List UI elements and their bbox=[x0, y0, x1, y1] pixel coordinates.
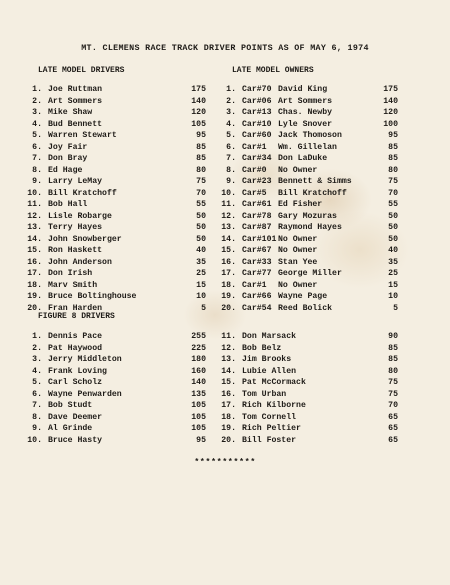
points-value: 105 bbox=[191, 424, 206, 433]
points-value: 95 bbox=[196, 131, 206, 140]
points-value: 50 bbox=[196, 234, 206, 244]
driver-row bbox=[24, 257, 206, 269]
figure8-row bbox=[218, 389, 398, 401]
points-value: 135 bbox=[191, 389, 206, 399]
driver-name: Wayne Penwarden bbox=[48, 389, 122, 399]
points-value: 225 bbox=[191, 343, 206, 353]
rank-number: 18. bbox=[221, 412, 236, 422]
owner-row bbox=[218, 165, 398, 177]
driver-row bbox=[24, 130, 206, 142]
points-value: 55 bbox=[388, 200, 398, 209]
figure8-row bbox=[24, 389, 206, 401]
points-value: 10 bbox=[196, 292, 206, 301]
rank-number: 3. bbox=[32, 355, 42, 364]
points-value: 175 bbox=[383, 85, 398, 94]
driver-name: Terry Hayes bbox=[48, 223, 103, 232]
car-number: Car#0 bbox=[242, 165, 267, 175]
figure8-row bbox=[218, 423, 398, 435]
rank-number: 16. bbox=[221, 257, 236, 267]
car-number: Car#87 bbox=[242, 223, 272, 232]
points-value: 35 bbox=[196, 257, 206, 267]
driver-name: Tom Urban bbox=[242, 389, 287, 399]
rank-number: 16. bbox=[27, 257, 42, 267]
driver-name: Bud Bennett bbox=[48, 119, 103, 129]
car-number: Car#34 bbox=[242, 154, 272, 163]
points-value: 85 bbox=[388, 154, 398, 163]
points-value: 5 bbox=[393, 303, 398, 313]
driver-name: Lubie Allen bbox=[242, 366, 297, 376]
rank-number: 8. bbox=[226, 165, 236, 175]
points-value: 95 bbox=[388, 131, 398, 140]
car-number: Car#66 bbox=[242, 292, 272, 301]
owner-row bbox=[218, 176, 398, 188]
car-number: Car#67 bbox=[242, 246, 272, 255]
car-number: Car#61 bbox=[242, 200, 272, 209]
rank-number: 1. bbox=[32, 332, 42, 341]
points-value: 80 bbox=[388, 366, 398, 376]
driver-name: Al Grinde bbox=[48, 424, 93, 433]
driver-row bbox=[24, 142, 206, 154]
points-value: 65 bbox=[388, 412, 398, 422]
driver-name: Ron Haskett bbox=[48, 246, 103, 255]
rank-number: 3. bbox=[226, 108, 236, 117]
driver-row bbox=[24, 222, 206, 234]
driver-row bbox=[24, 211, 206, 223]
points-value: 50 bbox=[388, 211, 398, 221]
rank-number: 14. bbox=[27, 234, 42, 244]
figure8-row bbox=[218, 435, 398, 447]
points-value: 75 bbox=[196, 177, 206, 186]
driver-name: Bill Foster bbox=[242, 435, 297, 445]
figure8-row bbox=[218, 354, 398, 366]
driver-name: Pat McCormack bbox=[242, 378, 306, 387]
driver-row bbox=[24, 176, 206, 188]
points-value: 90 bbox=[388, 332, 398, 341]
rank-number: 5. bbox=[32, 378, 42, 387]
owner-name: No Owner bbox=[278, 280, 318, 290]
car-number: Car#70 bbox=[242, 85, 272, 94]
rank-number: 17. bbox=[221, 401, 236, 410]
owner-name: David King bbox=[278, 85, 328, 94]
owner-name: Raymond Hayes bbox=[278, 223, 342, 232]
figure8-row bbox=[24, 354, 206, 366]
rank-number: 17. bbox=[221, 269, 236, 278]
driver-row bbox=[24, 153, 206, 165]
rank-number: 20. bbox=[221, 435, 236, 445]
rank-number: 6. bbox=[226, 142, 236, 152]
owner-name: No Owner bbox=[278, 165, 318, 175]
owner-name: Bill Kratchoff bbox=[278, 188, 347, 198]
rank-number: 3. bbox=[32, 108, 42, 117]
points-value: 85 bbox=[388, 355, 398, 364]
figure8-row bbox=[24, 435, 206, 447]
late-model-drivers-heading: LATE MODEL DRIVERS bbox=[38, 66, 125, 75]
car-number: Car#60 bbox=[242, 131, 272, 140]
driver-row bbox=[24, 165, 206, 177]
owner-name: Ed Fisher bbox=[278, 200, 323, 209]
owner-name: Art Sommers bbox=[278, 96, 333, 106]
car-number: Car#5 bbox=[242, 188, 267, 198]
owner-name: Lyle Snover bbox=[278, 119, 333, 129]
points-value: 70 bbox=[388, 401, 398, 410]
owner-row bbox=[218, 268, 398, 280]
rank-number: 7. bbox=[226, 154, 236, 163]
rank-number: 11. bbox=[221, 200, 236, 209]
rank-number: 18. bbox=[27, 280, 42, 290]
rank-number: 6. bbox=[32, 389, 42, 399]
car-number: Car#1 bbox=[242, 142, 267, 152]
points-value: 5 bbox=[201, 303, 206, 313]
figure8-row bbox=[24, 366, 206, 378]
rank-number: 4. bbox=[32, 119, 42, 129]
driver-name: Joe Ruttman bbox=[48, 85, 103, 94]
points-value: 85 bbox=[388, 142, 398, 152]
points-value: 10 bbox=[388, 292, 398, 301]
rank-number: 15. bbox=[221, 246, 236, 255]
car-number: Car#33 bbox=[242, 257, 272, 267]
figure8-row bbox=[218, 412, 398, 424]
owner-row bbox=[218, 245, 398, 257]
rank-number: 13. bbox=[221, 355, 236, 364]
rank-number: 5. bbox=[226, 131, 236, 140]
driver-name: Larry LeMay bbox=[48, 177, 103, 186]
rank-number: 10. bbox=[27, 188, 42, 198]
rank-number: 17. bbox=[27, 269, 42, 278]
rank-number: 16. bbox=[221, 389, 236, 399]
driver-name: Don Marsack bbox=[242, 332, 297, 341]
owner-row bbox=[218, 119, 398, 131]
rank-number: 20. bbox=[221, 303, 236, 313]
rank-number: 8. bbox=[32, 412, 42, 422]
driver-row bbox=[24, 119, 206, 131]
car-number: Car#1 bbox=[242, 280, 267, 290]
points-value: 180 bbox=[191, 355, 206, 364]
points-value: 15 bbox=[196, 280, 206, 290]
rank-number: 11. bbox=[221, 332, 236, 341]
owner-name: Wayne Page bbox=[278, 292, 328, 301]
figure8-row bbox=[218, 331, 398, 343]
late-model-owners-heading: LATE MODEL OWNERS bbox=[232, 66, 314, 75]
rank-number: 15. bbox=[221, 378, 236, 387]
points-value: 85 bbox=[196, 142, 206, 152]
figure8-row bbox=[24, 377, 206, 389]
points-value: 65 bbox=[388, 424, 398, 433]
driver-name: Frank Loving bbox=[48, 366, 107, 376]
points-value: 140 bbox=[191, 378, 206, 387]
driver-name: Jim Brooks bbox=[242, 355, 292, 364]
owner-row bbox=[218, 199, 398, 211]
rank-number: 10. bbox=[221, 188, 236, 198]
points-value: 50 bbox=[196, 223, 206, 232]
rank-number: 19. bbox=[221, 292, 236, 301]
owner-name: Wm. Gillelan bbox=[278, 142, 337, 152]
figure8-drivers-list-left bbox=[24, 331, 206, 446]
rank-number: 11. bbox=[27, 200, 42, 209]
points-value: 50 bbox=[388, 234, 398, 244]
rank-number: 14. bbox=[221, 366, 236, 376]
rank-number: 12. bbox=[221, 343, 236, 353]
rank-number: 5. bbox=[32, 131, 42, 140]
driver-name: Warren Stewart bbox=[48, 131, 117, 140]
points-value: 15 bbox=[388, 280, 398, 290]
owner-name: Stan Yee bbox=[278, 257, 318, 267]
rank-number: 4. bbox=[32, 366, 42, 376]
figure8-row bbox=[218, 400, 398, 412]
points-value: 50 bbox=[196, 211, 206, 221]
driver-row bbox=[24, 291, 206, 303]
driver-name: Don Irish bbox=[48, 269, 93, 278]
driver-name: Joy Fair bbox=[48, 142, 88, 152]
driver-name: Marv Smith bbox=[48, 280, 98, 290]
driver-name: Bill Kratchoff bbox=[48, 188, 117, 198]
driver-name: Jerry Middleton bbox=[48, 355, 122, 364]
car-number: Car#06 bbox=[242, 96, 272, 106]
car-number: Car#78 bbox=[242, 211, 272, 221]
points-value: 140 bbox=[383, 96, 398, 106]
points-value: 140 bbox=[191, 96, 206, 106]
owner-row bbox=[218, 142, 398, 154]
driver-row bbox=[24, 280, 206, 292]
owner-name: Gary Mozuras bbox=[278, 211, 337, 221]
owner-row bbox=[218, 211, 398, 223]
driver-name: Bob Studt bbox=[48, 401, 93, 410]
owner-name: Bennett & Simms bbox=[278, 177, 352, 186]
rank-number: 6. bbox=[32, 142, 42, 152]
points-value: 100 bbox=[383, 119, 398, 129]
points-value: 70 bbox=[388, 188, 398, 198]
rank-number: 7. bbox=[32, 154, 42, 163]
figure8-row bbox=[218, 366, 398, 378]
driver-name: John Snowberger bbox=[48, 234, 122, 244]
page-title: MT. CLEMENS RACE TRACK DRIVER POINTS AS OF MAY 6, 1974 bbox=[81, 43, 369, 53]
points-value: 105 bbox=[191, 401, 206, 410]
points-value: 120 bbox=[383, 108, 398, 117]
figure8-drivers-heading: FIGURE 8 DRIVERS bbox=[38, 312, 115, 321]
owner-name: Reed Bolick bbox=[278, 303, 333, 313]
points-value: 80 bbox=[388, 165, 398, 175]
points-value: 85 bbox=[196, 154, 206, 163]
car-number: Car#13 bbox=[242, 108, 272, 117]
car-number: Car#101 bbox=[242, 234, 277, 244]
points-value: 75 bbox=[388, 177, 398, 186]
rank-number: 2. bbox=[32, 343, 42, 353]
driver-row bbox=[24, 188, 206, 200]
owner-row bbox=[218, 280, 398, 292]
driver-row bbox=[24, 107, 206, 119]
owner-row bbox=[218, 257, 398, 269]
driver-name: Art Sommers bbox=[48, 96, 103, 106]
owner-row bbox=[218, 303, 398, 315]
points-value: 55 bbox=[196, 200, 206, 209]
driver-name: Carl Scholz bbox=[48, 378, 103, 387]
rank-number: 12. bbox=[27, 211, 42, 221]
driver-name: Dave Deemer bbox=[48, 412, 103, 422]
points-value: 65 bbox=[388, 435, 398, 445]
driver-name: Rich Kilborne bbox=[242, 401, 306, 410]
driver-row bbox=[24, 96, 206, 108]
points-value: 85 bbox=[388, 343, 398, 353]
driver-row bbox=[24, 84, 206, 96]
owner-row bbox=[218, 130, 398, 142]
figure8-row bbox=[218, 377, 398, 389]
rank-number: 2. bbox=[226, 96, 236, 106]
driver-name: John Anderson bbox=[48, 257, 112, 267]
points-value: 25 bbox=[196, 269, 206, 278]
footer-stars: *********** bbox=[194, 457, 256, 467]
driver-name: Bruce Hasty bbox=[48, 435, 103, 445]
rank-number: 10. bbox=[27, 435, 42, 445]
rank-number: 14. bbox=[221, 234, 236, 244]
rank-number: 1. bbox=[32, 85, 42, 94]
late-model-drivers-list bbox=[24, 84, 206, 314]
car-number: Car#23 bbox=[242, 177, 272, 186]
owner-row bbox=[218, 96, 398, 108]
rank-number: 2. bbox=[32, 96, 42, 106]
driver-name: Bruce Boltinghouse bbox=[48, 292, 137, 301]
rank-number: 20. bbox=[27, 303, 42, 313]
late-model-owners-list bbox=[218, 84, 398, 314]
figure8-row bbox=[24, 400, 206, 412]
points-value: 75 bbox=[388, 378, 398, 387]
car-number: Car#10 bbox=[242, 119, 272, 129]
rank-number: 19. bbox=[221, 424, 236, 433]
points-value: 95 bbox=[196, 435, 206, 445]
rank-number: 7. bbox=[32, 401, 42, 410]
figure8-row bbox=[24, 343, 206, 355]
points-value: 80 bbox=[196, 165, 206, 175]
points-value: 40 bbox=[196, 246, 206, 255]
rank-number: 4. bbox=[226, 119, 236, 129]
points-value: 40 bbox=[388, 246, 398, 255]
figure8-row bbox=[218, 343, 398, 355]
owner-row bbox=[218, 234, 398, 246]
driver-name: Lisle Robarge bbox=[48, 211, 112, 221]
points-value: 35 bbox=[388, 257, 398, 267]
owner-row bbox=[218, 188, 398, 200]
figure8-drivers-list-right bbox=[218, 331, 398, 446]
points-value: 160 bbox=[191, 366, 206, 376]
points-value: 25 bbox=[388, 269, 398, 278]
rank-number: 18. bbox=[221, 280, 236, 290]
driver-row bbox=[24, 234, 206, 246]
figure8-row bbox=[24, 412, 206, 424]
points-value: 75 bbox=[388, 389, 398, 399]
points-value: 70 bbox=[196, 188, 206, 198]
owner-row bbox=[218, 291, 398, 303]
owner-name: Jack Thomoson bbox=[278, 131, 342, 140]
rank-number: 8. bbox=[32, 165, 42, 175]
points-value: 175 bbox=[191, 85, 206, 94]
rank-number: 13. bbox=[27, 223, 42, 232]
owner-row bbox=[218, 222, 398, 234]
owner-row bbox=[218, 84, 398, 96]
points-value: 105 bbox=[191, 412, 206, 422]
points-value: 50 bbox=[388, 223, 398, 232]
car-number: Car#54 bbox=[242, 303, 272, 313]
rank-number: 9. bbox=[32, 177, 42, 186]
rank-number: 1. bbox=[226, 85, 236, 94]
owner-row bbox=[218, 153, 398, 165]
points-value: 105 bbox=[191, 119, 206, 129]
figure8-row bbox=[24, 423, 206, 435]
driver-name: Mike Shaw bbox=[48, 108, 93, 117]
rank-number: 9. bbox=[32, 424, 42, 433]
rank-number: 12. bbox=[221, 211, 236, 221]
driver-name: Tom Cornell bbox=[242, 412, 297, 422]
driver-row bbox=[24, 268, 206, 280]
figure8-row bbox=[24, 331, 206, 343]
car-number: Car#77 bbox=[242, 269, 272, 278]
rank-number: 15. bbox=[27, 246, 42, 255]
owner-name: Don LaDuke bbox=[278, 154, 328, 163]
driver-row bbox=[24, 245, 206, 257]
owner-name: Chas. Newby bbox=[278, 108, 333, 117]
driver-name: Bob Belz bbox=[242, 343, 282, 353]
points-value: 120 bbox=[191, 108, 206, 117]
driver-name: Ed Hage bbox=[48, 165, 83, 175]
driver-name: Don Bray bbox=[48, 154, 88, 163]
driver-row bbox=[24, 199, 206, 211]
driver-name: Dennis Pace bbox=[48, 332, 103, 341]
rank-number: 19. bbox=[27, 292, 42, 301]
rank-number: 9. bbox=[226, 177, 236, 186]
owner-row bbox=[218, 107, 398, 119]
rank-number: 13. bbox=[221, 223, 236, 232]
driver-name: Fran Harden bbox=[48, 303, 103, 313]
owner-name: No Owner bbox=[278, 234, 318, 244]
driver-name: Pat Haywood bbox=[48, 343, 103, 353]
points-value: 255 bbox=[191, 332, 206, 341]
driver-name: Rich Peltier bbox=[242, 424, 301, 433]
owner-name: No Owner bbox=[278, 246, 318, 255]
owner-name: George Miller bbox=[278, 269, 342, 278]
driver-name: Bob Hall bbox=[48, 200, 88, 209]
